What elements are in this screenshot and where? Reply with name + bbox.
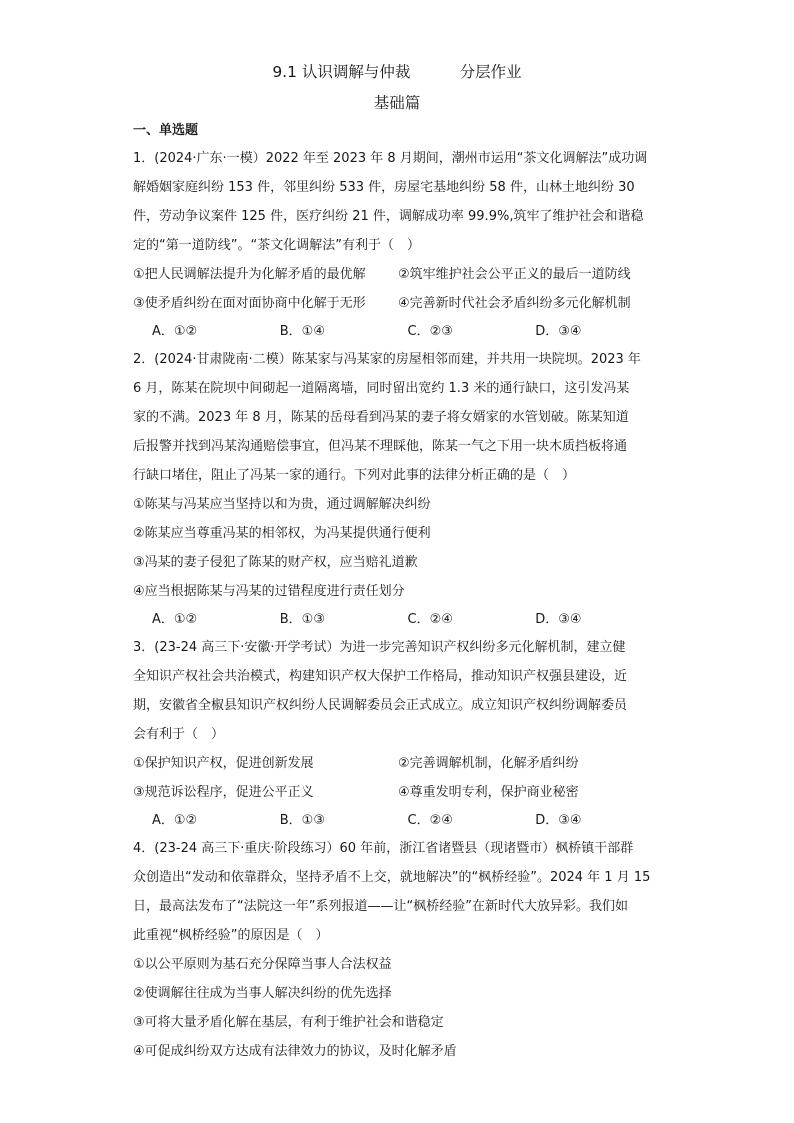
question-3-stem: [133, 633, 663, 749]
choice-c: C．②④: [407, 612, 453, 627]
choice-d: D．③④: [535, 813, 582, 828]
stem-line: 件，劳动争议案件 125 件，医疗纠纷 21 件，调解成功率 99.9%,筑牢了维护社会和谐稳: [133, 209, 644, 224]
answer-choices: [133, 807, 663, 834]
options-row: [133, 260, 663, 289]
options-row: [133, 749, 663, 778]
section-heading: 一、单选题: [133, 123, 199, 138]
option-4: ④尊重发明专利，保护商业秘密: [398, 785, 579, 800]
option-4: ④应当根据陈某与冯某的过错程度进行责任划分: [133, 584, 405, 599]
choice-d: D．③④: [535, 324, 582, 339]
question-2: [133, 345, 663, 633]
choice-c: C．②③: [407, 324, 453, 339]
stem-line: 日，最高法发布了“法院这一年”系列报道——让“枫桥经验”在新时代大放异彩。我们如: [133, 899, 628, 914]
document-subtitle: 基础篇: [373, 94, 421, 112]
choice-d: D．③④: [535, 612, 582, 627]
document-tag: 分层作业: [459, 63, 522, 81]
option-4: ④可促成纠纷双方达成有法律效力的协议，及时化解矛盾: [133, 1044, 457, 1059]
option-1: ①陈某与冯某应当坚持以和为贵，通过调解解决纠纷: [133, 497, 431, 512]
stem-line: 3．(23-24 高三下·安徽·开学考试）为进一步完善知识产权纠纷多元化解机制，建立健: [133, 640, 626, 655]
options-row: [133, 778, 663, 807]
option-3: ③使矛盾纠纷在面对面协商中化解于无形: [133, 296, 366, 311]
choice-b: B．①④: [279, 324, 325, 339]
option-2: ②使调解往往成为当事人解决纠纷的优先选择: [133, 986, 392, 1001]
stem-line: 2．(2024·甘肃陇南·二模）陈某家与冯某家的房屋相邻而建，并共用一块院坝。2023 年: [133, 352, 641, 367]
answer-choices: [133, 318, 663, 345]
question-2-stem: [133, 345, 663, 490]
question-1: [133, 144, 663, 345]
choice-b: B．①③: [279, 813, 325, 828]
stem-line: 期，安徽省全椒县知识产权纠纷人民调解委员会正式成立。成立知识产权纠纷调解委员: [133, 698, 628, 713]
stem-line: 行缺口堵住，阻止了冯某一家的通行。下列对此事的法律分析正确的是（ ）: [133, 468, 576, 483]
stem-line: 1．(2024·广东·一模）2022 年至 2023 年 8 月期间，潮州市运用“茶文化调解法”成功调: [133, 151, 648, 166]
option-1: ①把人民调解法提升为化解矛盾的最优解: [133, 267, 366, 282]
stem-line: 后报警并找到冯某沟通赔偿事宜，但冯某不理睬他，陈某一气之下用一块木质挡板将通: [133, 439, 628, 454]
question-4: [133, 834, 663, 1066]
choice-b: B．①③: [279, 612, 325, 627]
question-1-stem: [133, 144, 663, 260]
option-2: ②筑牢维护社会公平正义的最后一道防线: [398, 267, 631, 282]
stem-line: 此重视“枫桥经验”的原因是（ ）: [133, 928, 329, 943]
stem-line: 众创造出“发动和依靠群众，坚持矛盾不上交，就地解决”的“枫桥经验”。2024 年 1 月 15: [133, 870, 651, 885]
document-title-line: [0, 60, 794, 82]
document-title: 9.1 认识调解与仲裁: [272, 63, 411, 81]
option-1: ①保护知识产权，促进创新发展: [133, 756, 314, 771]
stem-line: 会有利于（ ）: [133, 727, 225, 742]
choice-a: A．①②: [152, 612, 198, 627]
question-3: [133, 633, 663, 834]
stem-line: 6 月，陈某在院坝中间砌起一道隔离墙，同时留出宽约 1.3 米的通行缺口，这引发冯某: [133, 381, 630, 396]
choice-c: C．②④: [407, 813, 453, 828]
answer-choices: [133, 606, 663, 633]
stem-line: 定的“第一道防线”。“茶文化调解法”有利于（ ）: [133, 238, 420, 253]
document-content: [133, 122, 663, 1066]
stem-line: 全知识产权社会共治模式，构建知识产权大保护工作格局，推动知识产权强县建设，近: [133, 669, 628, 684]
option-1: ①以公平原则为基石充分保障当事人合法权益: [133, 957, 392, 972]
option-3: ③冯某的妻子侵犯了陈某的财产权，应当赔礼道歉: [133, 555, 418, 570]
choice-a: A．①②: [152, 813, 198, 828]
stem-line: 4．(23-24 高三下·重庆·阶段练习）60 年前，浙江省诸暨县（现诸暨市）枫桥镇干部群: [133, 841, 634, 856]
choice-a: A．①②: [152, 324, 198, 339]
option-3: ③规范诉讼程序，促进公平正义: [133, 785, 314, 800]
question-4-stem: [133, 834, 663, 950]
stem-line: 解婚姻家庭纠纷 153 件，邻里纠纷 533 件，房屋宅基地纠纷 58 件，山林土地纠纷 30: [133, 180, 635, 195]
stem-line: 家的不满。2023 年 8 月，陈某的岳母看到冯某的妻子将女婿家的水管划破。陈某知道: [133, 410, 629, 425]
option-2: ②完善调解机制，化解矛盾纠纷: [398, 756, 579, 771]
options-row: [133, 289, 663, 318]
option-3: ③可将大量矛盾化解在基层，有利于维护社会和谐稳定: [133, 1015, 444, 1030]
option-4: ④完善新时代社会矛盾纠纷多元化解机制: [398, 296, 631, 311]
option-2: ②陈某应当尊重冯某的相邻权，为冯某提供通行便利: [133, 526, 431, 541]
